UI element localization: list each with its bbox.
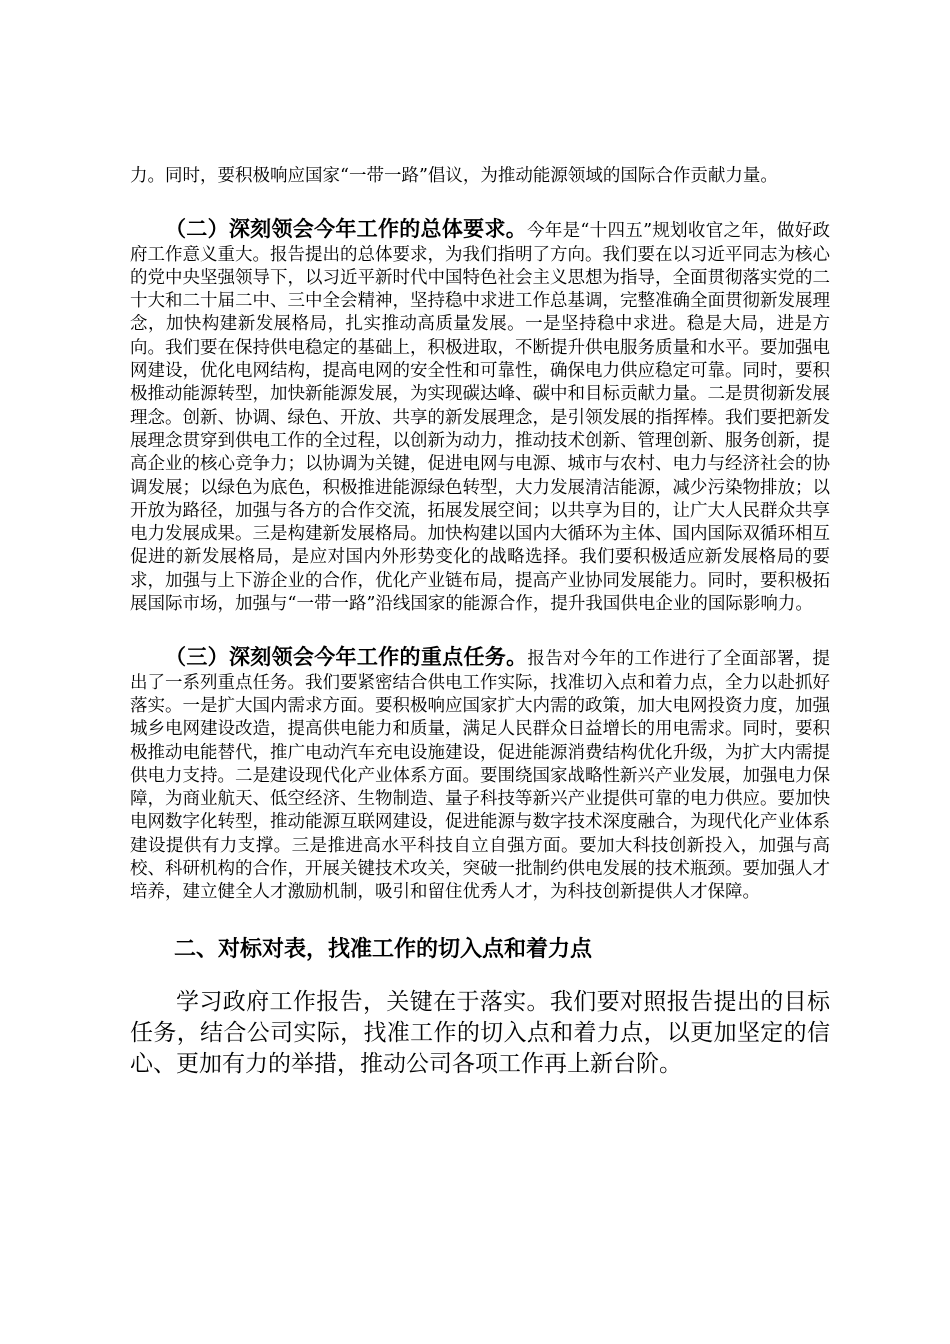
section-2-body: 今年是“十四五”规划收官之年，做好政府工作意义重大。报告提出的总体要求，为我们指明了方向。我们要在以习近平同志为核心的党中央坚强领导下，以习近平新时代中国特色社会主义思想为指导，全面贯彻落实党的二十大和二十届二中、三中全会精神，坚持稳中求进工作总基调，完整准确全面贯彻新发展理念，加快构建新发展格局，扎实推动高质量发展。一是坚持稳中求进。稳是大局，进是方向。我们要在保持供电稳定的基础上，积极进取，不断提升供电服务质量和水平。要加强电网建设，优化电网结构，提高电网的安全性和可靠性，确保电力供应稳定可靠。同时，要积极推动能源转型，加快新能源发展，为实现碳达峰、碳中和目标贡献力量。二是贯彻新发展理念。创新、协调、绿色、开放、共享的新发展理念，是引领发展的指挥棒。我们要把新发展理念贯穿到供电工作的全过程，以创新为动力，推动技术创新、管理创新、服务创新，提高企业的核心竞争力；以协调为关键，促进电网与电源、城市与农村、电力与经济社会的协调发展；以绿色为底色，积极推进能源绿色转型，大力发展清洁能源，减少污染物排放；以开放为路径，加强与各方的合作交流，拓展发展空间；以共享为目的，让广大人民群众共享电力发展成果。三是构建新发展格局。加快构建以国内大循环为主体、国内国际双循环相互促进的新发展格局，是应对国内外形势变化的战略选择。我们要积极适应新发展格局的要求，加强与上下游企业的合作，优化产业链布局，提高产业协同发展能力。同时，要积极拓展国际市场，加强与“一带一路”沿线国家的能源合作，提升我国供电企业的国际影响力。 <box>130 221 830 615</box>
continuation-paragraph: 力。同时，要积极响应国家“一带一路”倡议，为推动能源领域的国际合作贡献力量。 <box>130 166 778 186</box>
section-3-paragraph <box>130 646 830 904</box>
section-2-paragraph <box>130 218 830 616</box>
section-3-body: 报告对今年的工作进行了全面部署，提出了一系列重点任务。我们要紧密结合供电工作实际，找准切入点和着力点，全力以赴抓好落实。一是扩大国内需求方面。要积极响应国家扩大内需的政策，加大电网投资力度，加强城乡电网建设改造，提高供电能力和质量，满足人民群众日益增长的用电需求。同时，要积极推动电能替代，推广电动汽车充电设施建设，促进能源消费结构优化升级，为扩大内需提供电力支持。二是建设现代化产业体系方面。要围绕国家战略性新兴产业发展，加强电力保障，为商业航天、低空经济、生物制造、量子科技等新兴产业提供可靠的电力供应。要加快电网数字化转型，推动能源互联网建设，促进能源与数字技术深度融合，为现代化产业体系建设提供有力支撑。三是推进高水平科技自立自强方面。要加大科技创新投入，加强与高校、科研机构的合作，开展关键技术攻关，突破一批制约供电发展的技术瓶颈。要加强人才培养，建立健全人才激励机制，吸引和留住优秀人才，为科技创新提供人才保障。 <box>130 649 831 903</box>
document-page <box>130 165 830 1080</box>
heading-2: 二、对标对表，找准工作的切入点和着力点 <box>174 936 593 962</box>
section-3-lead: （三）深刻领会今年工作的重点任务。 <box>165 645 528 670</box>
closing-paragraph: 学习政府工作报告，关键在于落实。我们要对照报告提出的目标任务，结合公司实际，找准工作的切入点和着力点，以更加坚定的信心、更加有力的举措，推动公司各项工作再上新台阶。 <box>130 988 830 1077</box>
section-2-lead: （二）深刻领会今年工作的总体要求。 <box>165 217 528 242</box>
